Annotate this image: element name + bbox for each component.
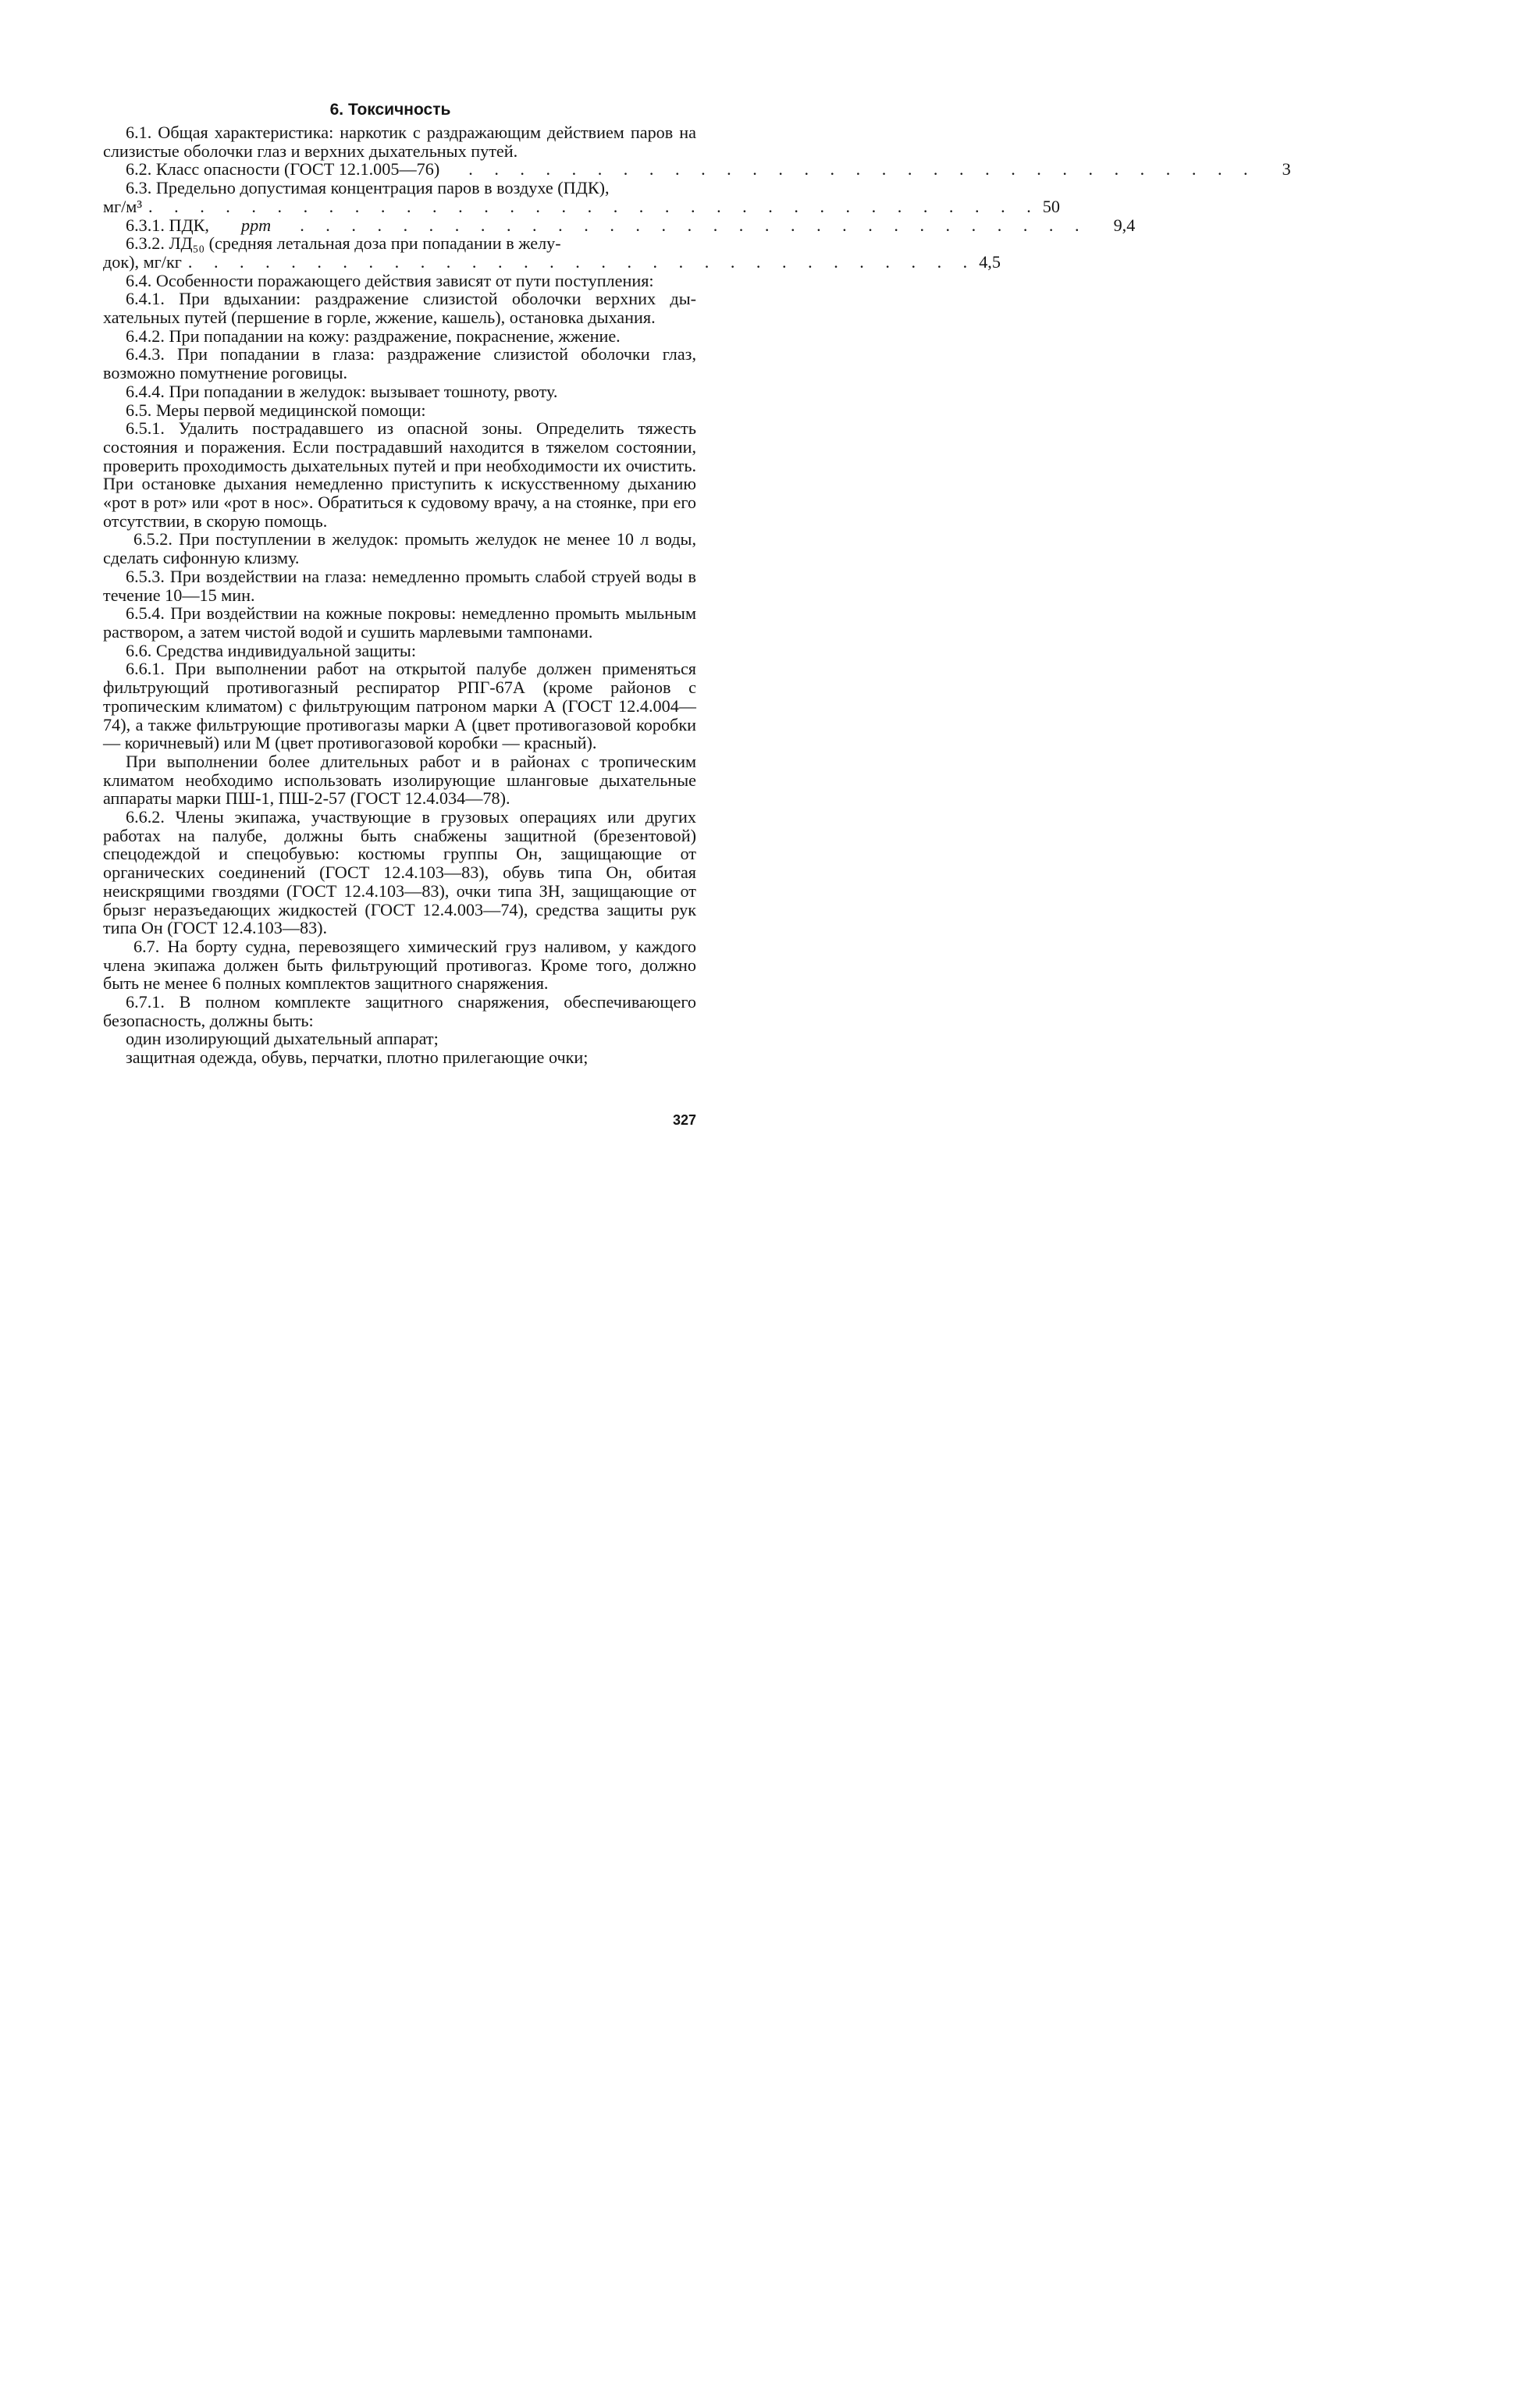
hazard-class-value: 3 (1282, 159, 1291, 180)
section-heading: 6. Токсичность (329, 101, 451, 119)
mac-ppm-unit: ppm (240, 215, 272, 235)
paragraph-6-5: 6.5. Меры первой медицинской помощи: (126, 400, 426, 420)
leader-dots: . . . . . . . . . . . . . . . . . . . . . . . . . . . . . . . . . . . (148, 196, 1040, 216)
paragraph-6-6-1: 6.6.1. При выполнении работ на открытой палубе должен применяться фильтрующий противогазный респиратор РПГ-67А (кроме районов с тропическим климатом) с фильтрующим патроном марки А (ГОСТ 12.4.004—74), а также фильтрующие противогазы марки А (цвет противогазовой коробки — коричневый) или М (цвет противогазовой коробки — красный). (103, 659, 696, 753)
ld50-value: 4,5 (979, 251, 1001, 272)
mac-unit: мг/м³ (103, 196, 142, 216)
paragraph-6-5-3: 6.5.3. При воздействии на глаза: немедленно промыть слабой струей воды в течение 10—15 мин. (103, 566, 696, 605)
paragraph-6-4-2: 6.4.2. При попадании на кожу: раздражение, покраснение, жжение. (126, 325, 621, 346)
section-body (103, 123, 1291, 1068)
mac-ppm-label: 6.3.1. ПДК, (126, 215, 209, 235)
paragraph-6-2 (103, 159, 1291, 180)
mac-ppm-value: 9,4 (1113, 215, 1136, 235)
document-page (0, 0, 1291, 1215)
page-number: 327 (672, 1112, 696, 1128)
mac-value: 50 (1042, 196, 1060, 216)
paragraph-6-3: 6.3. Предельно допустимая концентрация паров в воздухе (ПДК), (126, 178, 610, 198)
paragraph-6-6-1-continued: При выполнении более длительных работ и в районах с тропическим климатом необходимо использовать изолирующие шланговые дыхательные аппараты марки ПШ-1, ПШ-2-57 (ГОСТ 12.4.034—78). (103, 751, 696, 809)
paragraph-6-4-4: 6.4.4. При попадании в желудок: вызывает тошноту, рвоту. (126, 381, 558, 401)
leader-dots: . . . . . . . . . . . . . . . . . . . . . . . . . . . . . . . (187, 251, 976, 272)
paragraph-6-6: 6.6. Средства индивидуальной защиты: (126, 640, 416, 660)
paragraph-6-5-2: 6.5.2. При поступлении в желудок: промыть желудок не менее 10 л воды, сделать сифонную клизму. (103, 529, 696, 568)
paragraph-6-4-3: 6.4.3. При попадании в глаза: раздражение слизистой оболочки глаз, возможно помутнение роговицы. (103, 344, 696, 383)
paragraph-6-5-1: 6.5.1. Удалить пострадавшего из опасной зоны. Определить тяжесть состояния и поражения. Если пострадавший находится в тяжелом состоянии, проверить проходимость дыхательных путей и при необходимости их очистить. При остановке дыхания немедленно приступить к искусственному дыханию «рот в рот» или «рот в нос». Обратиться к судовому врачу, а на стоянке, при его отсутствии, в скорую помощь. (103, 418, 696, 531)
leader-dots: . . . . . . . . . . . . . . . . . . . . . . . . . . . . . . . (300, 215, 1088, 235)
paragraph-6-4-1: 6.4.1. При вдыхании: раздражение слизистой оболочки верхних дыхательных путей (першение в горле, жжение, кашель), остановка дыхания. (103, 289, 696, 328)
paragraph-6-3-2-value-line (103, 251, 1001, 272)
paragraph-6-7-1: 6.7.1. В полном комплекте защитного снаряжения, обеспечивающего безопасность, должны быть: (103, 992, 696, 1030)
paragraph-6-6-2: 6.6.2. Члены экипажа, участвующие в грузовых операциях или других работах на палубе, должны быть снабжены защитной (брезентовой) спецодеждой и спецобувью: костюмы группы Он, защищающие от органических соединений (ГОСТ 12.4.103—83), обувь типа Он, обитая неискрящими гвоздями (ГОСТ 12.4.103—83), очки типа ЗН, защищающие от брызг неразъедающих жидкостей (ГОСТ 12.4.003—74), средства защиты рук типа Он (ГОСТ 12.4.103—83). (103, 807, 696, 938)
hazard-class-label: 6.2. Класс опасности (ГОСТ 12.1.005—76) (126, 159, 440, 180)
paragraph-6-5-4: 6.5.4. При воздействии на кожные покровы: немедленно промыть мыльным раствором, а затем чистой водой и сушить марлевыми тампонами. (103, 603, 696, 642)
leader-dots: . . . . . . . . . . . . . . . . . . . . . . . . . . . . . . . (468, 159, 1257, 180)
paragraph-6-3-2: 6.3.2. ЛД₅₀ (средняя летальная доза при попадании в желу- (126, 233, 561, 254)
ld50-unit: док), мг/кг (103, 251, 182, 272)
list-item: один изолирующий дыхательный аппарат; (126, 1029, 439, 1049)
list-item: защитная одежда, обувь, перчатки, плотно прилегающие очки; (126, 1047, 589, 1068)
paragraph-6-3-value-line (103, 196, 1060, 216)
paragraph-6-4: 6.4. Особенности поражающего действия зависят от пути поступления: (126, 270, 654, 290)
paragraph-6-1: 6.1. Общая характеристика: наркотик с раздражающим действием паров на слизистые оболочки глаз и верхних дыхательных путей. (103, 123, 696, 161)
paragraph-6-7: 6.7. На борту судна, перевозящего химический груз наливом, у каждого члена экипажа должен быть фильтрующий противогаз. Кроме того, должно быть не менее 6 полных комплектов защитного снаряжения. (103, 936, 696, 994)
paragraph-6-3-1 (103, 215, 1136, 235)
